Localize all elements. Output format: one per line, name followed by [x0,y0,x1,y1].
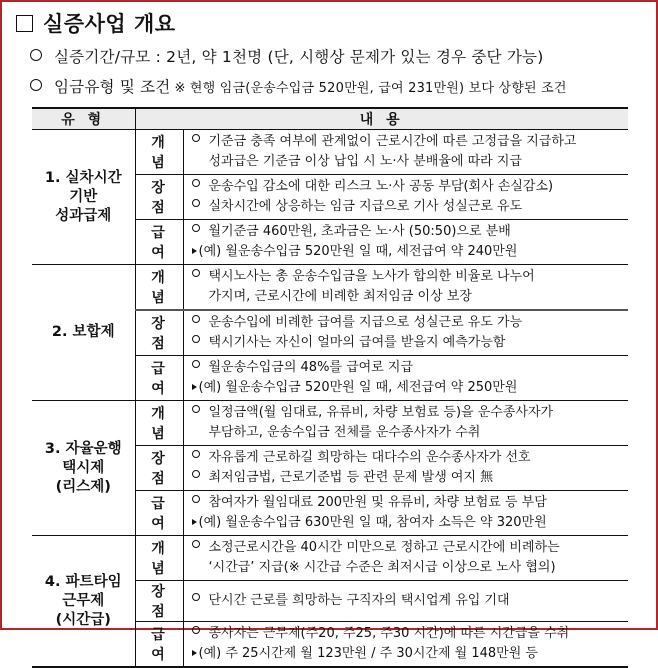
example-text: (예) 주 25시간제 월 123만원 / 주 30시간제 월 148만원 등 [198,646,538,661]
triangle-right-icon [192,384,197,390]
example-line [192,513,625,533]
content-line [192,403,625,423]
header-content: 내 용 [135,108,628,130]
table-header-row [32,108,628,130]
content-text: 기준금 충족 여부에 관계없이 근로시간에 따른 고정급을 지급하고 [208,134,577,149]
overview-period [30,45,543,67]
circle-bullet-icon [192,315,200,323]
sub-label-pay: 급 여 [135,220,183,265]
content-concept [183,130,628,175]
content-merit [183,581,628,622]
sub-label-concept: 개 념 [135,401,183,446]
sub-label-concept: 개 념 [135,130,183,175]
content-line [192,313,625,333]
content-line [192,493,625,513]
wage-type-line: 1. 실차시간 [44,169,122,186]
wage-type-line: 성과급제 [55,207,112,224]
triangle-right-icon [192,519,197,525]
sub-label-pay: 급 여 [135,622,183,668]
content-text: 택시노사는 총 운송수입금을 노사가 합의한 비율로 나누어 [208,269,535,284]
content-pay [183,491,628,536]
content-merit [183,446,628,491]
content-line [192,624,625,644]
content-text: 성과급은 기준금 이상 납입 시 노·사 분배율에 따라 지급 [208,154,522,169]
example-text: (예) 월운송수입금 630만원 일 때, 참여자 소득은 약 320만원 [198,515,547,530]
content-line [192,358,625,378]
content-line [192,222,625,242]
content-concept [183,401,628,446]
example-line [192,644,625,664]
content-line [192,287,625,307]
circle-bullet-icon [30,79,42,91]
wage-type-table [32,107,628,668]
example-line [192,378,625,398]
content-text: 종사자는 근무제(주20, 주25, 주30 시간)에 따른 시간급을 수취 [208,626,570,641]
sub-label-pay: 급 여 [135,356,183,401]
example-text: (예) 월운송수입금 520만원 일 때, 세전급여 약 250만원 [198,380,518,395]
circle-bullet-icon [192,360,200,368]
content-line [192,197,625,217]
content-pay [183,220,628,265]
content-line [192,448,625,468]
sub-label-pay: 급 여 [135,491,183,536]
content-text: 부담하고, 운송수입금 전체를 운수종사자가 수취 [208,425,481,440]
content-text: 운송수입 감소에 대한 리스크 노·사 공동 부담(회사 손실감소) [208,179,554,194]
content-text: ‘시간급’ 지급(※ 시간급 수준은 최저시급 이상으로 노사 협의) [208,560,556,575]
table-row [32,265,628,311]
sub-label-merit: 장 점 [135,175,183,220]
content-text: 가지며, 근로시간에 비례한 최저임금 이상 보장 [208,289,472,304]
content-text: 단시간 근로를 희망하는 구직자의 택시업계 유입 기대 [208,593,510,608]
header-type: 유 형 [32,108,135,130]
content-text: 일정금액(월 임대료, 유류비, 차량 보험료 등)을 운수종사자가 [208,405,554,420]
content-text: 소정근로시간을 40시간 미만으로 정하고 근로시간에 비례하는 [208,540,560,555]
content-line [192,558,625,578]
content-text: 월운송수입금의 48%를 급여로 지급 [208,360,414,375]
wage-type-name [32,130,135,265]
sub-label-merit: 장 점 [135,310,183,356]
section-title-text: 실증사업 개요 [43,12,176,36]
circle-bullet-icon [192,134,200,142]
table-row [32,401,628,446]
content-text: 실차시간에 상응하는 임금 지급으로 기사 성실근로 유도 [208,199,523,214]
circle-bullet-icon [192,470,200,478]
wage-type-name [32,536,135,668]
content-line [192,152,625,172]
circle-bullet-icon [192,405,200,413]
overview-wage-text: 임금유형 및 조건 [54,78,171,96]
wage-type-line: 4. 파트타임 [44,573,122,590]
wage-type-line: 2. 보합제 [51,324,115,340]
circle-bullet-icon [30,49,42,61]
circle-bullet-icon [192,269,200,277]
wage-type-line: 근무제 [62,592,105,609]
sub-label-merit: 장 점 [135,446,183,491]
table-row [32,130,628,175]
wage-type-line: (시간급) [55,611,111,628]
wage-type-line: 택시제 [62,459,105,476]
content-pay [183,356,628,401]
circle-bullet-icon [192,450,200,458]
content-line [192,591,625,611]
content-text: 월기준금 460만원, 초과금은 노·사 (50:50)으로 분배 [208,224,511,239]
overview-wage-types [30,75,567,97]
content-line [192,177,625,197]
circle-bullet-icon [192,224,200,232]
checkbox-square-icon [16,15,33,32]
circle-bullet-icon [192,626,200,634]
triangle-right-icon [192,248,197,254]
circle-bullet-icon [192,199,200,207]
content-pay [183,622,628,668]
content-merit [183,175,628,220]
wage-type-name [32,401,135,536]
content-line [192,132,625,152]
content-line [192,538,625,558]
content-line [192,423,625,443]
wage-type-line: (리스제) [55,478,111,495]
content-merit [183,310,628,356]
triangle-right-icon [192,650,197,656]
example-line [192,242,625,262]
sub-label-concept: 개 념 [135,265,183,311]
overview-wage-note: ※ 현행 임금(운송수입금 520만원, 급여 231만원) 보다 상향된 조건 [174,81,567,96]
wage-type-line: 기반 [69,188,98,205]
sub-label-concept: 개 념 [135,536,183,581]
example-text: (예) 월운송수입금 520만원 일 때, 세전급여 약 240만원 [198,244,518,259]
circle-bullet-icon [192,495,200,503]
section-title [16,8,176,38]
content-text: 참여자가 월임대료 200만원 및 유류비, 차량 보험료 등 부담 [208,495,547,510]
circle-bullet-icon [192,335,200,343]
circle-bullet-icon [192,593,200,601]
content-line [192,333,625,353]
content-text: 자유롭게 근로하길 희망하는 대다수의 운수종사자가 선호 [208,450,531,465]
wage-type-name [32,265,135,401]
content-concept [183,265,628,311]
table-row [32,536,628,581]
content-line [192,267,625,287]
content-text: 운송수입에 비례한 급여를 지급으로 성실근로 유도 가능 [208,315,523,330]
content-line [192,468,625,488]
content-text: 택시기사는 자신이 얼마의 급여를 받을지 예측가능함 [208,335,506,350]
circle-bullet-icon [192,540,200,548]
circle-bullet-icon [192,179,200,187]
wage-type-line: 3. 자율운행 [44,440,122,457]
sub-label-merit: 장 점 [135,581,183,622]
overview-period-text: 실증기간/규모 : 2년, 약 1천명 (단, 시행상 문제가 있는 경우 중단 가능) [54,48,544,66]
content-concept [183,536,628,581]
content-text: 최저임금법, 근로기준법 등 관련 문제 발생 여지 無 [208,470,494,485]
